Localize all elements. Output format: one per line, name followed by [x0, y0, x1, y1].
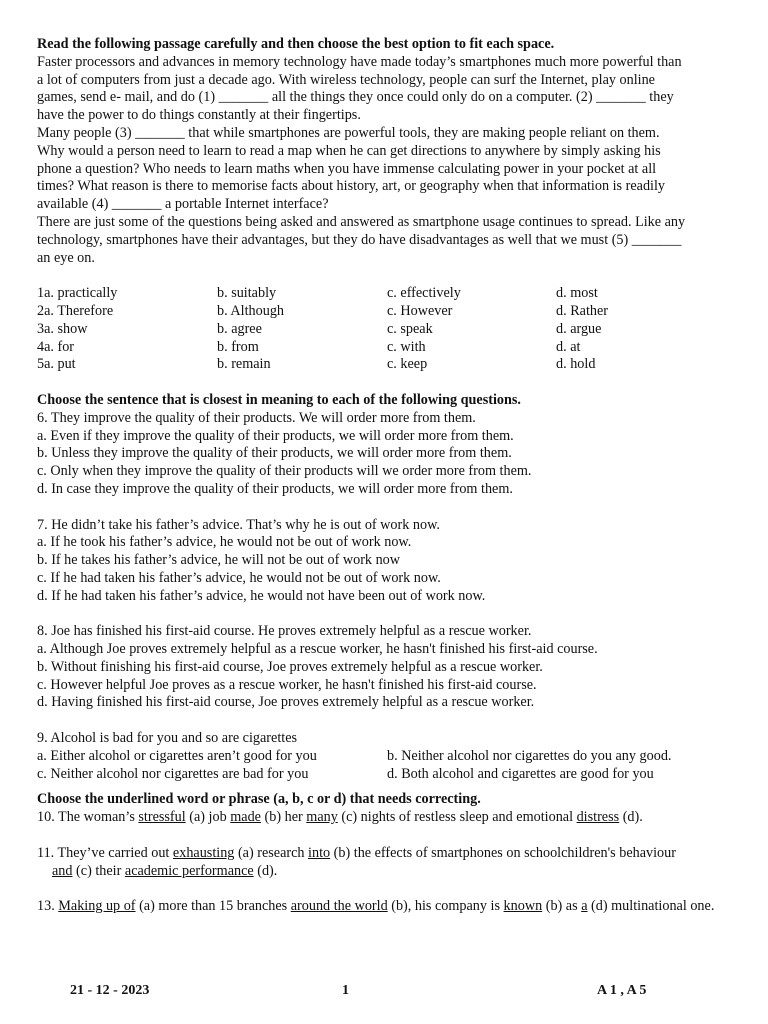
exam-code: A 1 , A 5 [597, 983, 647, 998]
answer-line: a. If he took his father’s advice, he would not be out of work now. [37, 534, 412, 551]
option: b. from [217, 338, 259, 355]
option: d. at [556, 338, 581, 355]
underlined-word: around the world [290, 898, 388, 915]
answer-line: b. Without finishing his first-aid course, Joe proves extremely helpful as a rescue worker. [37, 658, 543, 675]
underlined-word: known [503, 898, 543, 915]
text: (b) as [542, 898, 582, 915]
underlined-word: into [308, 844, 331, 861]
passage-line: a lot of computers from just a decade ago. With wireless technology, people can surf the Internet, play online [37, 71, 655, 88]
text: (d). [619, 809, 643, 826]
options-grid [37, 285, 737, 374]
text: (d) multinational one. [587, 898, 715, 915]
underlined-word: many [306, 809, 338, 826]
option: b. Although [217, 302, 285, 319]
text: (d). [253, 862, 278, 879]
option: b. suitably [217, 285, 277, 302]
passage-line: technology, smartphones have their advantages, but they do have disadvantages as well that we must (5) _______ [37, 231, 682, 248]
passage-line: games, send e- mail, and do (1) _______ all the things they once could only do on a computer. (2) _______ they [37, 89, 674, 106]
passage-line: an eye on. [37, 249, 95, 266]
answer-line: a. Even if they improve the quality of their products, we will order more from them. [37, 427, 514, 444]
text: (b) her [260, 809, 307, 826]
text: (a) research [234, 844, 309, 861]
text: (c) nights of restless sleep and emotional [337, 809, 577, 826]
option: d. most [556, 285, 598, 302]
answer-line: d. If he had taken his father’s advice, he would not have been out of work now. [37, 587, 486, 604]
section2-heading: Choose the sentence that is closest in meaning to each of the following questions. [37, 391, 521, 408]
underlined-word: a [581, 898, 588, 915]
passage-line: There are just some of the questions being asked and answered as smartphone usage continues to spread. Like any [37, 213, 686, 230]
answer-line: b. If he takes his father’s advice, he will not be out of work now [37, 552, 401, 569]
answer-line: c. Only when they improve the quality of their products will we order more from them. [37, 463, 532, 480]
answer-line: d. In case they improve the quality of their products, we will order more from them. [37, 480, 513, 497]
underlined-word: distress [576, 809, 620, 826]
option: d. argue [556, 320, 602, 337]
option: c. keep [387, 356, 428, 373]
option: c. with [387, 338, 426, 355]
page-number: 1 [342, 983, 349, 998]
option: 5a. put [37, 356, 76, 373]
option: 1a. practically [37, 285, 118, 302]
text: (a) more than 15 branches [135, 898, 291, 915]
passage-line: available (4) _______ a portable Internet interface? [37, 196, 329, 213]
question-line: 8. Joe has finished his first-aid course. He proves extremely helpful as a rescue worker. [37, 623, 532, 640]
answer-line: c. If he had taken his father’s advice, he would not be out of work now. [37, 569, 441, 586]
question-line: 7. He didn’t take his father’s advice. That’s why he is out of work now. [37, 516, 440, 533]
underlined-word: and [52, 862, 73, 879]
question-8 [37, 623, 737, 712]
question-7 [37, 517, 737, 606]
question-line: 9. Alcohol is bad for you and so are cigarettes [37, 730, 298, 747]
option: 4a. for [37, 338, 75, 355]
option: b. remain [217, 356, 271, 373]
answer-line: d. Having finished his first-aid course, Joe proves extremely helpful as a rescue worker. [37, 694, 535, 711]
text: (b) the effects of smartphones on schoolchildren's behaviour [330, 844, 676, 861]
underlined-word: Making up of [58, 898, 136, 915]
underlined-word: stressful [138, 809, 186, 826]
text: 11. They’ve carried out [37, 844, 173, 861]
option: c. effectively [387, 285, 461, 302]
answer-a: a. Either alcohol or cigarettes aren’t good for you [37, 747, 317, 764]
underlined-word: made [230, 809, 261, 826]
option: d. hold [556, 356, 596, 373]
option: d. Rather [556, 302, 609, 319]
underlined-word: exhausting [172, 844, 235, 861]
question-11 [37, 845, 737, 881]
option: b. agree [217, 320, 262, 337]
answer-c: c. Neither alcohol nor cigarettes are bad for you [37, 765, 309, 782]
text: (b), his company is [387, 898, 504, 915]
passage-line: Many people (3) _______ that while smartphones are powerful tools, they are making people reliant on them. [37, 124, 660, 141]
passage-line: phone a question? Who needs to learn maths when you have immense calculating power in your pocket at all [37, 160, 657, 177]
question-10 [37, 809, 737, 827]
exam-page [37, 36, 737, 916]
passage-line: Faster processors and advances in memory technology have made today’s smartphones much more powerful than [37, 53, 682, 70]
underlined-word: academic performance [124, 862, 254, 879]
section3-heading: Choose the underlined word or phrase (a, b, c or d) that needs correcting. [37, 791, 481, 808]
text: (c) their [72, 862, 125, 879]
answer-line: b. Unless they improve the quality of their products, we will order more from them. [37, 445, 512, 462]
question-13 [37, 898, 737, 916]
option: c. However [387, 302, 453, 319]
passage-line: Why would a person need to learn to read a map when he can get directions to anywhere by simply asking his [37, 142, 661, 159]
text: 10. The woman’s [37, 809, 139, 826]
reading-passage [37, 54, 737, 268]
text: (a) job [185, 809, 231, 826]
footer-date: 21 - 12 - 2023 [70, 983, 150, 998]
text: 13. [37, 898, 59, 915]
answer-d: d. Both alcohol and cigarettes are good for you [387, 765, 654, 782]
option: 3a. show [37, 320, 88, 337]
section1-heading: Read the following passage carefully and then choose the best option to fit each space. [37, 36, 555, 52]
passage-line: have the power to do things constantly at their fingertips. [37, 107, 361, 124]
question-9 [37, 730, 737, 783]
passage-line: times? What reason is there to memorise facts about history, art, or geography when that information is readily [37, 178, 666, 195]
option: 2a. Therefore [37, 302, 114, 319]
question-line: 6. They improve the quality of their products. We will order more from them. [37, 409, 476, 426]
question-6 [37, 410, 737, 499]
answer-line: a. Although Joe proves extremely helpful as a rescue worker, he hasn't finished his first-aid course. [37, 641, 598, 658]
answer-line: c. However helpful Joe proves as a rescue worker, he hasn't finished his first-aid course. [37, 676, 537, 693]
option: c. speak [387, 320, 433, 337]
answer-b: b. Neither alcohol nor cigarettes do you any good. [387, 747, 672, 764]
